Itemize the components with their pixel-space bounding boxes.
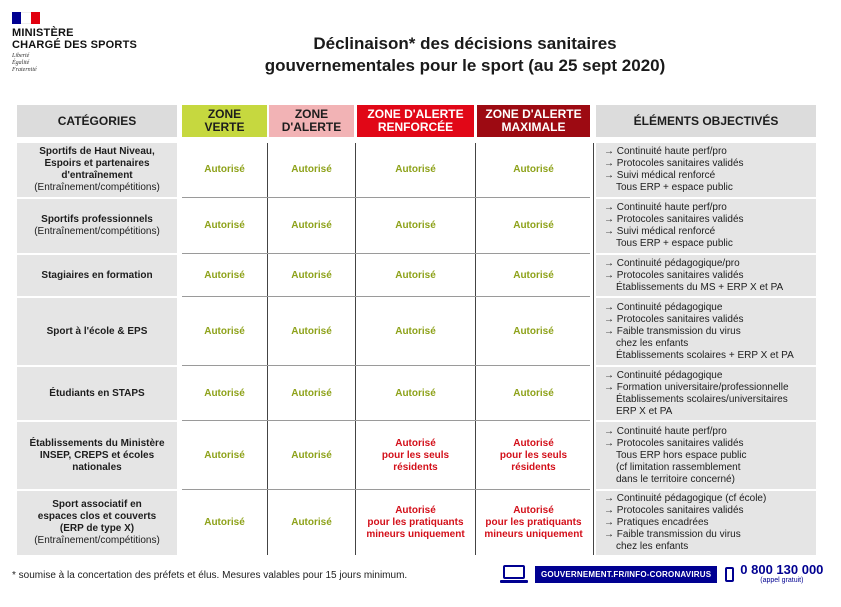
elements-cell: → Continuité haute perf/pro → Protocoles sanitaires validés → Suivi médical renforcé Tous ERP + espace public (604, 202, 744, 249)
zone-cell-verte: Autorisé (204, 269, 245, 281)
ministry-logo (12, 12, 152, 74)
column-divider (593, 143, 594, 555)
zone-cell-maximale: Autorisé (513, 387, 554, 399)
phone-icon (725, 567, 734, 582)
zone-cell-alerte: Autorisé (291, 269, 332, 281)
category-cell: Sportifs de Haut Niveau, Espoirs et partenaires d'entraînement (Entraînement/compétitions) (34, 146, 160, 193)
category-cell: Sport associatif en espaces clos et couverts (ERP de type X) (Entraînement/compétitions) (34, 499, 160, 546)
elements-cell: → Continuité haute perf/pro → Protocoles sanitaires validés Tous ERP hors espace public (cf limitation rassemblement dans le territoire concerné) (604, 425, 747, 485)
category-cell: Stagiaires en formation (41, 269, 153, 281)
zone-cell-renforcee: Autorisé pour les pratiquants mineurs uniquement (366, 505, 465, 540)
zone-cell-renforcee: Autorisé (395, 325, 436, 337)
page-title: Déclinaison* des décisions sanitaires gouvernementales pour le sport (au 25 sept 2020) (264, 34, 666, 75)
header-elements: ÉLÉMENTS OBJECTIVÉS (596, 105, 816, 137)
column-divider (475, 143, 476, 555)
row-divider (182, 420, 590, 421)
zone-cell-verte: Autorisé (204, 517, 245, 528)
header-zone-renforcee: ZONE D'ALERTE RENFORCÉE (357, 105, 474, 137)
zone-cell-renforcee: Autorisé (395, 220, 436, 231)
zone-cell-renforcee: Autorisé pour les seuls résidents (381, 437, 450, 473)
elements-cell: → Continuité pédagogique (cf école) → Protocoles sanitaires validés → Pratiques encadrées → Faible transmission du virus chez les enfants (604, 493, 767, 552)
zone-cell-verte: Autorisé (204, 387, 245, 399)
zone-cell-renforcee: Autorisé (395, 269, 436, 281)
phone-number: 0 800 130 000 (740, 562, 824, 577)
row-divider (182, 197, 590, 198)
zone-cell-alerte: Autorisé (291, 220, 332, 231)
zone-cell-renforcee: Autorisé (395, 387, 436, 399)
zone-cell-maximale: Autorisé (513, 164, 554, 175)
zone-cell-verte: Autorisé (204, 164, 245, 175)
elements-cell: → Continuité pédagogique/pro → Protocoles sanitaires validés Établissements du MS + ERP X et PA (604, 257, 784, 293)
ministry-name-line2: CHARGÉ DES SPORTS (12, 39, 138, 51)
header-zone-verte: ZONE VERTE (182, 105, 267, 137)
ministry-name-line1: MINISTÈRE (12, 27, 74, 39)
phone-note: (appel gratuit) (760, 577, 804, 584)
zone-cell-verte: Autorisé (204, 449, 245, 461)
zone-cell-alerte: Autorisé (291, 517, 332, 528)
category-cell: Sport à l'école & EPS (46, 325, 148, 337)
elements-cell: → Continuité pédagogique → Protocoles sanitaires validés → Faible transmission du virus chez les enfants Établissements scolaires + ERP X et PA (604, 301, 794, 361)
republic-motto: Liberté Égalité Fraternité (12, 53, 37, 73)
laptop-icon (500, 565, 528, 583)
column-divider (355, 143, 356, 555)
column-divider (267, 143, 268, 555)
zone-cell-maximale: Autorisé pour les seuls résidents (499, 437, 568, 473)
zone-cell-renforcee: Autorisé (395, 164, 436, 175)
zone-cell-maximale: Autorisé (513, 220, 554, 231)
row-divider (182, 489, 590, 490)
row-divider (182, 296, 590, 297)
elements-cell: → Continuité pédagogique → Formation universitaire/professionnelle Établissements scolaires/universitaires ERP X et PA (604, 369, 789, 417)
zone-cell-alerte: Autorisé (291, 387, 332, 399)
zone-cell-alerte: Autorisé (291, 325, 332, 337)
zone-cell-alerte: Autorisé (291, 164, 332, 175)
zone-cell-maximale: Autorisé pour les pratiquants mineurs uniquement (484, 505, 583, 540)
category-cell: Établissements du Ministère INSEP, CREPS et écoles nationales (29, 437, 165, 473)
footnote: * soumise à la concertation des préfets et élus. Mesures valables pour 15 jours minimum. (12, 570, 408, 581)
zone-cell-alerte: Autorisé (291, 449, 332, 461)
zone-cell-verte: Autorisé (204, 325, 245, 337)
contact-info (500, 563, 823, 585)
zone-cell-maximale: Autorisé (513, 325, 554, 337)
header-zone-alerte: ZONE D'ALERTE (269, 105, 354, 137)
row-divider (182, 253, 590, 254)
french-flag-icon (12, 12, 40, 24)
header-zone-maximale: ZONE D'ALERTE MAXIMALE (477, 105, 590, 137)
info-url: GOUVERNEMENT.FR/INFO-CORONAVIRUS (535, 566, 717, 583)
category-cell: Sportifs professionnels (Entraînement/compétitions) (34, 214, 160, 237)
zone-cell-maximale: Autorisé (513, 269, 554, 281)
zone-cell-verte: Autorisé (204, 220, 245, 231)
header-categories: CATÉGORIES (17, 105, 177, 137)
row-divider (182, 365, 590, 366)
category-cell: Étudiants en STAPS (49, 387, 145, 399)
elements-cell: → Continuité haute perf/pro → Protocoles sanitaires validés → Suivi médical renforcé Tous ERP + espace public (604, 146, 744, 193)
